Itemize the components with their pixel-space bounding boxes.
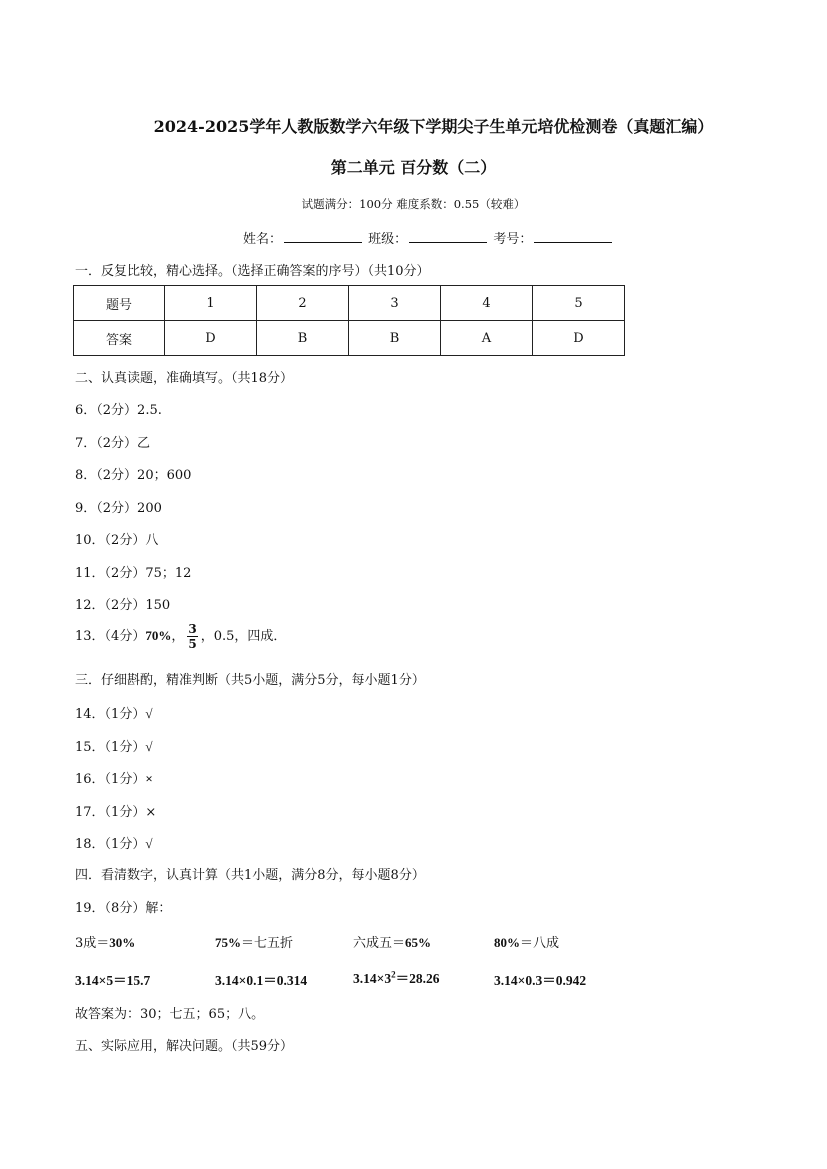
calc-item [494, 932, 559, 951]
item-label: 16．（1分） [75, 772, 146, 787]
table-cell: D [165, 321, 257, 356]
table-cell: D [533, 321, 625, 356]
section1-heading: 一．反复比较，精心选择。（选择正确答案的序号）（共10分） [75, 264, 430, 279]
table-cell: B [349, 321, 441, 356]
list-item: 12．（2分）150 [75, 598, 171, 613]
calc-result: 30% [109, 935, 136, 950]
check-mark-icon: √ [145, 739, 153, 754]
calc-item: 3.14×5＝15.7 [75, 973, 151, 988]
exam-meta: 试题满分：100分 难度系数：0.55（较难） [301, 197, 526, 211]
unit-subtitle: 第二单元 百分数（二） [330, 158, 497, 177]
calc-item: 3.14×0.1＝0.314 [215, 973, 308, 988]
fraction-numerator: 3 [188, 622, 197, 636]
list-item: 10．（2分）八 [75, 533, 159, 548]
q13-percent: 70% [145, 628, 172, 643]
item-label: 18．（1分） [75, 837, 146, 852]
exam-no-blank [534, 230, 612, 243]
name-blank [284, 230, 362, 243]
q13-label: 13．（4分） [75, 629, 146, 644]
calc-item: 3.14×0.3＝0.942 [494, 973, 587, 988]
calc-item [353, 932, 431, 951]
section3-heading: 三．仔细斟酌，精准判断（共5小题，满分5分，每小题1分） [75, 673, 425, 688]
list-item: 6．（2分）2.5. [75, 403, 162, 418]
calc-result: ＝28.26 [395, 971, 440, 986]
class-label: 班级： [368, 232, 408, 247]
exponent: 2 [391, 969, 396, 980]
table-cell: 5 [533, 286, 625, 321]
fraction-denominator: 5 [188, 637, 197, 651]
table-cell: 4 [441, 286, 533, 321]
table-row [74, 286, 625, 321]
list-item [75, 833, 152, 852]
calc-result: 75% [215, 935, 241, 950]
cross-mark-icon: × [145, 771, 153, 786]
q13-fraction [187, 622, 197, 651]
list-item: 9．（2分）200 [75, 501, 162, 516]
calc-text: 六成五＝ [353, 936, 406, 951]
table-cell: 2 [257, 286, 349, 321]
document-title: 2024-2025学年人教版数学六年级下学期尖子生单元培优检测卷（真题汇编） [153, 117, 714, 136]
item-label: 17．（1分） [75, 805, 146, 820]
list-item: 7．（2分）乙 [75, 436, 151, 451]
table-cell: 1 [165, 286, 257, 321]
list-item: 11．（2分）75；12 [75, 566, 192, 581]
exam-no-label: 考号： [493, 232, 533, 247]
q19-label: 19．（8分）解： [75, 901, 172, 916]
q13-rest: ，0.5，四成． [200, 629, 287, 644]
calc-text: 3.14×3 [353, 971, 392, 986]
row-label-question: 题号 [74, 286, 165, 321]
list-item [75, 736, 152, 755]
row-label-answer: 答案 [74, 321, 165, 356]
list-item [75, 768, 153, 787]
class-blank [409, 230, 487, 243]
student-info-fields [243, 228, 614, 247]
list-item [75, 703, 152, 722]
check-mark-icon: √ [145, 706, 153, 721]
calc-text: ＝七五折 [241, 936, 294, 951]
list-item: 8．（2分）20；600 [75, 468, 192, 483]
calc-item [215, 932, 293, 951]
calc-text: ＝八成 [520, 936, 560, 951]
item-label: 14．（1分） [75, 707, 146, 722]
answer-table [73, 285, 625, 356]
table-cell: B [257, 321, 349, 356]
section5-heading: 五、实际应用，解决问题。（共59分） [75, 1039, 294, 1054]
table-row [74, 321, 625, 356]
calc-item [75, 932, 135, 951]
list-item [75, 801, 156, 820]
calc-result: 65% [405, 935, 432, 950]
table-cell: A [441, 321, 533, 356]
name-label: 姓名： [243, 232, 283, 247]
q19-conclusion: 故答案为：30；七五；65；八。 [75, 1007, 265, 1022]
calc-item [353, 967, 439, 987]
section2-heading: 二、认真读题，准确填写。（共18分） [75, 371, 294, 386]
item-label: 15．（1分） [75, 740, 146, 755]
table-cell: 3 [349, 286, 441, 321]
check-mark-icon: √ [145, 836, 153, 851]
cross-mark-icon: × [145, 805, 157, 820]
section4-heading: 四．看清数字，认真计算（共1小题，满分8分，每小题8分） [75, 868, 425, 883]
list-item: 13．（4分）70%， $\frac{3}{5}$ ，0.5，四成． [75, 622, 287, 651]
calc-result: 80% [494, 935, 520, 950]
calc-text: 3成＝ [75, 936, 110, 951]
